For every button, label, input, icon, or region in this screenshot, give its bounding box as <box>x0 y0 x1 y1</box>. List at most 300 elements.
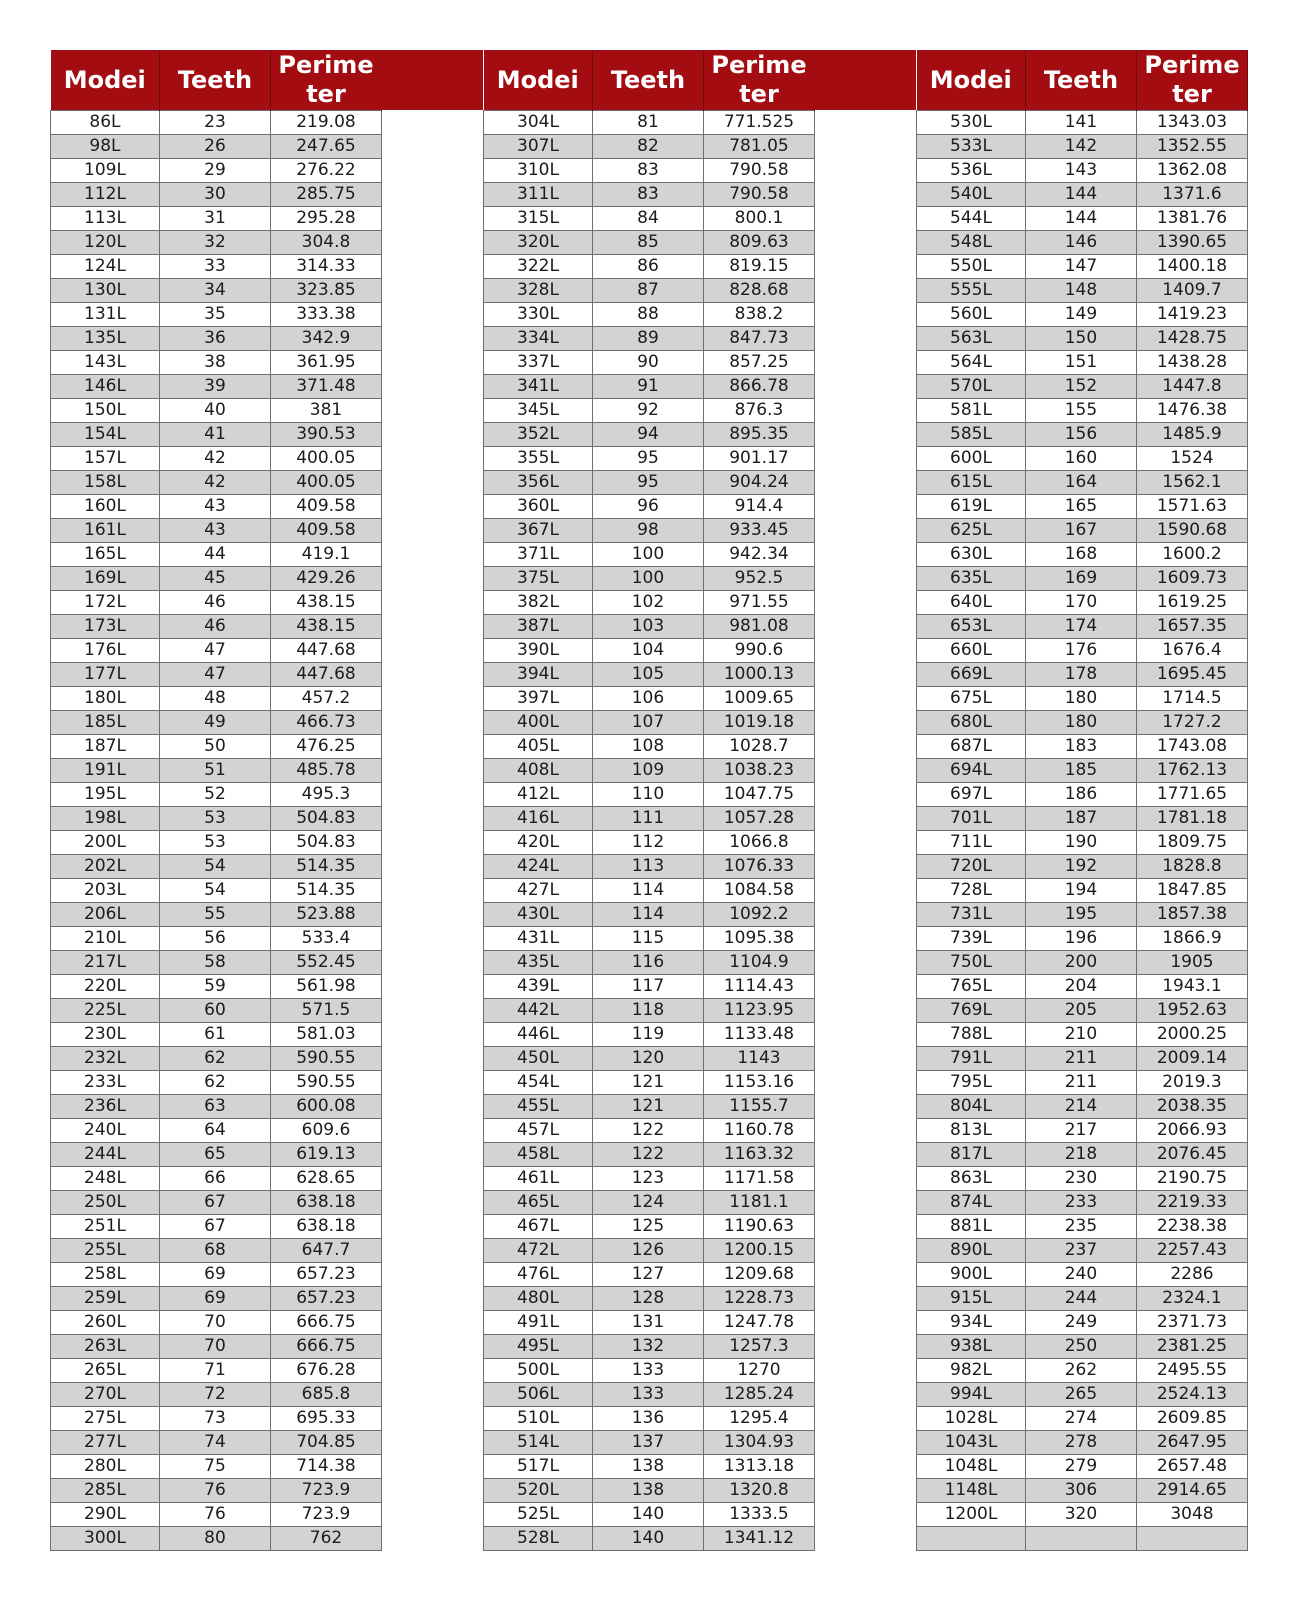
cell-teeth: 262 <box>1025 1359 1136 1383</box>
cell-model: 187L <box>51 735 160 759</box>
cell-perimeter: 1438.28 <box>1136 351 1247 375</box>
table-row <box>917 279 1248 303</box>
cell-perimeter: 600.08 <box>270 1095 381 1119</box>
cell-perimeter: 1257.3 <box>703 1335 814 1359</box>
table-row <box>51 1383 382 1407</box>
cell-model: 98L <box>51 135 160 159</box>
table-row <box>51 663 382 687</box>
cell-model: 500L <box>484 1359 593 1383</box>
table-row <box>51 855 382 879</box>
table-row <box>917 1119 1248 1143</box>
cell-teeth: 218 <box>1025 1143 1136 1167</box>
cell-model: 739L <box>917 927 1026 951</box>
cell-model: 240L <box>51 1119 160 1143</box>
cell-teeth: 60 <box>159 999 270 1023</box>
table-row <box>51 1095 382 1119</box>
cell-model: 560L <box>917 303 1026 327</box>
cell-perimeter: 1657.35 <box>1136 615 1247 639</box>
table-row <box>51 1143 382 1167</box>
table-row <box>484 951 815 975</box>
cell-perimeter: 247.65 <box>270 135 381 159</box>
cell-perimeter: 942.34 <box>703 543 814 567</box>
cell-model: 210L <box>51 927 160 951</box>
table-row <box>917 1047 1248 1071</box>
cell-teeth: 34 <box>159 279 270 303</box>
cell-model: 455L <box>484 1095 593 1119</box>
table-row <box>51 591 382 615</box>
cell-teeth: 160 <box>1025 447 1136 471</box>
cell-perimeter: 1104.9 <box>703 951 814 975</box>
cell-model: 711L <box>917 831 1026 855</box>
cell-model: 1200L <box>917 1503 1026 1527</box>
cell-teeth: 306 <box>1025 1479 1136 1503</box>
table-row <box>51 807 382 831</box>
table-row <box>917 231 1248 255</box>
cell-perimeter: 666.75 <box>270 1335 381 1359</box>
cell-teeth: 121 <box>592 1095 703 1119</box>
cell-perimeter: 1019.18 <box>703 711 814 735</box>
table-row <box>917 1071 1248 1095</box>
table-row <box>917 735 1248 759</box>
cell-teeth: 58 <box>159 951 270 975</box>
cell-model: 203L <box>51 879 160 903</box>
table-row <box>917 423 1248 447</box>
cell-model: 320L <box>484 231 593 255</box>
cell-model: 113L <box>51 207 160 231</box>
table-row <box>484 303 815 327</box>
cell-model: 530L <box>917 111 1026 135</box>
table-row <box>917 1359 1248 1383</box>
cell-perimeter: 2657.48 <box>1136 1455 1247 1479</box>
cell-perimeter: 895.35 <box>703 423 814 447</box>
cell-model: 525L <box>484 1503 593 1527</box>
cell-perimeter: 276.22 <box>270 159 381 183</box>
table-row <box>484 639 815 663</box>
cell-model: 697L <box>917 783 1026 807</box>
table-group-3 <box>916 50 1248 1551</box>
cell-perimeter: 933.45 <box>703 519 814 543</box>
cell-teeth: 244 <box>1025 1287 1136 1311</box>
cell-perimeter: 2219.33 <box>1136 1191 1247 1215</box>
cell-teeth: 204 <box>1025 975 1136 999</box>
cell-perimeter: 647.7 <box>270 1239 381 1263</box>
cell-model: 169L <box>51 567 160 591</box>
cell-model: 520L <box>484 1479 593 1503</box>
cell-model: 615L <box>917 471 1026 495</box>
cell-model: 517L <box>484 1455 593 1479</box>
cell-teeth: 186 <box>1025 783 1136 807</box>
cell-perimeter: 1143 <box>703 1047 814 1071</box>
table-row <box>917 135 1248 159</box>
cell-model: 694L <box>917 759 1026 783</box>
cell-perimeter: 2371.73 <box>1136 1311 1247 1335</box>
cell-perimeter: 790.58 <box>703 159 814 183</box>
table-row <box>51 1407 382 1431</box>
cell-teeth: 165 <box>1025 495 1136 519</box>
cell-model: 795L <box>917 1071 1026 1095</box>
table-row <box>484 231 815 255</box>
table-row <box>917 1263 1248 1287</box>
cell-model: 112L <box>51 183 160 207</box>
cell-perimeter: 561.98 <box>270 975 381 999</box>
cell-model: 465L <box>484 1191 593 1215</box>
cell-perimeter: 1828.8 <box>1136 855 1247 879</box>
belt-table-3 <box>916 50 1248 1551</box>
cell-teeth: 105 <box>592 663 703 687</box>
table-row <box>484 543 815 567</box>
cell-perimeter: 1762.13 <box>1136 759 1247 783</box>
cell-model: 185L <box>51 711 160 735</box>
cell-teeth: 109 <box>592 759 703 783</box>
cell-model: 461L <box>484 1167 593 1191</box>
cell-perimeter: 1209.68 <box>703 1263 814 1287</box>
cell-teeth: 55 <box>159 903 270 927</box>
cell-model: 564L <box>917 351 1026 375</box>
table-row <box>484 1167 815 1191</box>
cell-teeth: 196 <box>1025 927 1136 951</box>
table-row <box>484 255 815 279</box>
table-row <box>51 183 382 207</box>
table-row <box>484 1215 815 1239</box>
cell-teeth: 31 <box>159 207 270 231</box>
cell-model: 536L <box>917 159 1026 183</box>
table-row <box>51 135 382 159</box>
cell-model: 813L <box>917 1119 1026 1143</box>
cell-perimeter: 390.53 <box>270 423 381 447</box>
cell-perimeter: 1447.8 <box>1136 375 1247 399</box>
cell-teeth: 33 <box>159 255 270 279</box>
cell-perimeter: 809.63 <box>703 231 814 255</box>
cell-perimeter: 447.68 <box>270 663 381 687</box>
table-row <box>51 1215 382 1239</box>
table-group-1 <box>50 50 382 1551</box>
cell-model: 454L <box>484 1071 593 1095</box>
cell-perimeter: 295.28 <box>270 207 381 231</box>
cell-model: 788L <box>917 1023 1026 1047</box>
cell-model <box>917 1527 1026 1551</box>
cell-model: 160L <box>51 495 160 519</box>
cell-teeth: 117 <box>592 975 703 999</box>
cell-teeth: 100 <box>592 543 703 567</box>
cell-model: 270L <box>51 1383 160 1407</box>
cell-model: 660L <box>917 639 1026 663</box>
cell-perimeter: 1390.65 <box>1136 231 1247 255</box>
table-row <box>51 975 382 999</box>
table-row <box>51 567 382 591</box>
cell-perimeter: 704.85 <box>270 1431 381 1455</box>
cell-perimeter: 1270 <box>703 1359 814 1383</box>
cell-teeth: 65 <box>159 1143 270 1167</box>
cell-teeth: 64 <box>159 1119 270 1143</box>
cell-perimeter: 1247.78 <box>703 1311 814 1335</box>
table-row <box>51 687 382 711</box>
cell-teeth: 200 <box>1025 951 1136 975</box>
table-row <box>917 111 1248 135</box>
table-row <box>484 1239 815 1263</box>
cell-model: 472L <box>484 1239 593 1263</box>
cell-model: 236L <box>51 1095 160 1119</box>
table-row <box>51 1119 382 1143</box>
cell-perimeter: 552.45 <box>270 951 381 975</box>
table-row <box>917 543 1248 567</box>
cell-model: 334L <box>484 327 593 351</box>
cell-perimeter: 514.35 <box>270 855 381 879</box>
cell-model: 173L <box>51 615 160 639</box>
cell-perimeter: 695.33 <box>270 1407 381 1431</box>
cell-model: 165L <box>51 543 160 567</box>
cell-teeth: 176 <box>1025 639 1136 663</box>
table-row <box>917 1431 1248 1455</box>
cell-perimeter: 762 <box>270 1527 381 1551</box>
cell-teeth: 69 <box>159 1263 270 1287</box>
table-row <box>51 1359 382 1383</box>
cell-model: 337L <box>484 351 593 375</box>
cell-teeth: 147 <box>1025 255 1136 279</box>
cell-teeth: 41 <box>159 423 270 447</box>
cell-model: 124L <box>51 255 160 279</box>
header-model: Modei <box>484 50 593 111</box>
cell-model: 817L <box>917 1143 1026 1167</box>
cell-model: 720L <box>917 855 1026 879</box>
cell-teeth: 119 <box>592 1023 703 1047</box>
header-row <box>484 50 815 111</box>
cell-model: 244L <box>51 1143 160 1167</box>
cell-perimeter: 819.15 <box>703 255 814 279</box>
cell-teeth: 144 <box>1025 183 1136 207</box>
cell-perimeter: 628.65 <box>270 1167 381 1191</box>
cell-model: 176L <box>51 639 160 663</box>
cell-model: 424L <box>484 855 593 879</box>
cell-model: 581L <box>917 399 1026 423</box>
cell-teeth: 187 <box>1025 807 1136 831</box>
cell-model: 300L <box>51 1527 160 1551</box>
cell-model: 625L <box>917 519 1026 543</box>
cell-model: 619L <box>917 495 1026 519</box>
cell-perimeter: 2038.35 <box>1136 1095 1247 1119</box>
cell-perimeter: 1038.23 <box>703 759 814 783</box>
cell-perimeter: 714.38 <box>270 1455 381 1479</box>
table-row <box>51 1191 382 1215</box>
cell-perimeter: 1485.9 <box>1136 423 1247 447</box>
cell-perimeter: 1676.4 <box>1136 639 1247 663</box>
table-row <box>51 1455 382 1479</box>
table-row <box>484 735 815 759</box>
cell-teeth: 164 <box>1025 471 1136 495</box>
cell-teeth: 73 <box>159 1407 270 1431</box>
cell-perimeter: 657.23 <box>270 1263 381 1287</box>
cell-teeth: 190 <box>1025 831 1136 855</box>
header-teeth: Teeth <box>159 50 270 111</box>
cell-model: 341L <box>484 375 593 399</box>
cell-teeth: 249 <box>1025 1311 1136 1335</box>
cell-teeth: 149 <box>1025 303 1136 327</box>
cell-model: 157L <box>51 447 160 471</box>
cell-model: 275L <box>51 1407 160 1431</box>
table-row <box>917 183 1248 207</box>
cell-model: 328L <box>484 279 593 303</box>
cell-perimeter: 1114.43 <box>703 975 814 999</box>
cell-perimeter: 971.55 <box>703 591 814 615</box>
cell-teeth: 143 <box>1025 159 1136 183</box>
cell-perimeter: 857.25 <box>703 351 814 375</box>
cell-model: 548L <box>917 231 1026 255</box>
cell-teeth: 35 <box>159 303 270 327</box>
table-row <box>917 831 1248 855</box>
cell-perimeter: 800.1 <box>703 207 814 231</box>
cell-teeth: 67 <box>159 1215 270 1239</box>
cell-model: 669L <box>917 663 1026 687</box>
cell-teeth: 185 <box>1025 759 1136 783</box>
cell-model: 360L <box>484 495 593 519</box>
table-row <box>51 207 382 231</box>
table-row <box>484 879 815 903</box>
cell-perimeter: 304.8 <box>270 231 381 255</box>
table-row <box>51 327 382 351</box>
cell-perimeter: 2609.85 <box>1136 1407 1247 1431</box>
cell-perimeter: 723.9 <box>270 1479 381 1503</box>
cell-model: 177L <box>51 663 160 687</box>
cell-model: 544L <box>917 207 1026 231</box>
cell-model: 420L <box>484 831 593 855</box>
table-row <box>484 471 815 495</box>
cell-perimeter: 1409.7 <box>1136 279 1247 303</box>
cell-perimeter: 1619.25 <box>1136 591 1247 615</box>
cell-perimeter: 1047.75 <box>703 783 814 807</box>
cell-model: 405L <box>484 735 593 759</box>
cell-model: 307L <box>484 135 593 159</box>
cell-teeth: 48 <box>159 687 270 711</box>
cell-teeth: 106 <box>592 687 703 711</box>
cell-perimeter: 901.17 <box>703 447 814 471</box>
cell-model: 890L <box>917 1239 1026 1263</box>
cell-teeth: 54 <box>159 855 270 879</box>
cell-model: 863L <box>917 1167 1026 1191</box>
cell-perimeter: 476.25 <box>270 735 381 759</box>
table-row <box>917 303 1248 327</box>
table-row <box>484 375 815 399</box>
cell-teeth: 76 <box>159 1503 270 1527</box>
cell-perimeter: 781.05 <box>703 135 814 159</box>
header-perimeter-label: Perimeter <box>711 51 807 108</box>
cell-perimeter: 2190.75 <box>1136 1167 1247 1191</box>
table-row <box>484 903 815 927</box>
cell-teeth: 66 <box>159 1167 270 1191</box>
cell-perimeter: 609.6 <box>270 1119 381 1143</box>
cell-teeth: 116 <box>592 951 703 975</box>
cell-teeth: 61 <box>159 1023 270 1047</box>
cell-perimeter: 990.6 <box>703 639 814 663</box>
cell-perimeter: 2076.45 <box>1136 1143 1247 1167</box>
cell-model: 769L <box>917 999 1026 1023</box>
cell-teeth: 26 <box>159 135 270 159</box>
cell-model: 533L <box>917 135 1026 159</box>
cell-teeth: 76 <box>159 1479 270 1503</box>
cell-perimeter: 1092.2 <box>703 903 814 927</box>
cell-perimeter: 1313.18 <box>703 1455 814 1479</box>
cell-teeth: 54 <box>159 879 270 903</box>
cell-perimeter: 1076.33 <box>703 855 814 879</box>
cell-teeth: 115 <box>592 927 703 951</box>
table-row <box>484 975 815 999</box>
cell-teeth: 126 <box>592 1239 703 1263</box>
cell-model: 120L <box>51 231 160 255</box>
cell-teeth: 237 <box>1025 1239 1136 1263</box>
cell-perimeter: 571.5 <box>270 999 381 1023</box>
cell-model: 397L <box>484 687 593 711</box>
cell-teeth: 100 <box>592 567 703 591</box>
cell-teeth: 168 <box>1025 543 1136 567</box>
table-row <box>51 879 382 903</box>
cell-model: 130L <box>51 279 160 303</box>
cell-teeth: 211 <box>1025 1071 1136 1095</box>
cell-perimeter: 876.3 <box>703 399 814 423</box>
cell-teeth: 29 <box>159 159 270 183</box>
cell-teeth: 70 <box>159 1335 270 1359</box>
cell-perimeter: 1155.7 <box>703 1095 814 1119</box>
cell-model: 172L <box>51 591 160 615</box>
cell-model: 195L <box>51 783 160 807</box>
cell-teeth: 45 <box>159 567 270 591</box>
table-row <box>917 471 1248 495</box>
table-row <box>484 423 815 447</box>
cell-model: 701L <box>917 807 1026 831</box>
cell-teeth: 96 <box>592 495 703 519</box>
cell-teeth: 42 <box>159 447 270 471</box>
cell-teeth: 43 <box>159 495 270 519</box>
cell-teeth: 174 <box>1025 615 1136 639</box>
header-perimeter <box>703 50 814 111</box>
cell-model: 687L <box>917 735 1026 759</box>
cell-teeth: 52 <box>159 783 270 807</box>
table-row <box>51 495 382 519</box>
table-row <box>484 1119 815 1143</box>
cell-teeth: 127 <box>592 1263 703 1287</box>
cell-teeth: 91 <box>592 375 703 399</box>
cell-model: 408L <box>484 759 593 783</box>
cell-model: 416L <box>484 807 593 831</box>
table-row <box>917 999 1248 1023</box>
table-row <box>484 711 815 735</box>
cell-perimeter: 2495.55 <box>1136 1359 1247 1383</box>
cell-perimeter: 619.13 <box>270 1143 381 1167</box>
table-row <box>51 159 382 183</box>
cell-teeth: 43 <box>159 519 270 543</box>
cell-teeth: 278 <box>1025 1431 1136 1455</box>
cell-perimeter: 429.26 <box>270 567 381 591</box>
table-row <box>917 1023 1248 1047</box>
cell-model: 258L <box>51 1263 160 1287</box>
cell-perimeter: 438.15 <box>270 615 381 639</box>
table-row <box>484 1047 815 1071</box>
cell-teeth: 72 <box>159 1383 270 1407</box>
cell-perimeter: 638.18 <box>270 1215 381 1239</box>
cell-model: 728L <box>917 879 1026 903</box>
cell-teeth: 46 <box>159 591 270 615</box>
cell-teeth: 95 <box>592 471 703 495</box>
cell-teeth: 235 <box>1025 1215 1136 1239</box>
cell-perimeter: 1160.78 <box>703 1119 814 1143</box>
table-row <box>917 951 1248 975</box>
cell-perimeter: 1866.9 <box>1136 927 1247 951</box>
cell-model: 458L <box>484 1143 593 1167</box>
cell-model: 394L <box>484 663 593 687</box>
cell-teeth: 30 <box>159 183 270 207</box>
cell-teeth: 89 <box>592 327 703 351</box>
table-row <box>917 687 1248 711</box>
cell-model: 1043L <box>917 1431 1026 1455</box>
table-row <box>484 1383 815 1407</box>
table-row <box>484 615 815 639</box>
